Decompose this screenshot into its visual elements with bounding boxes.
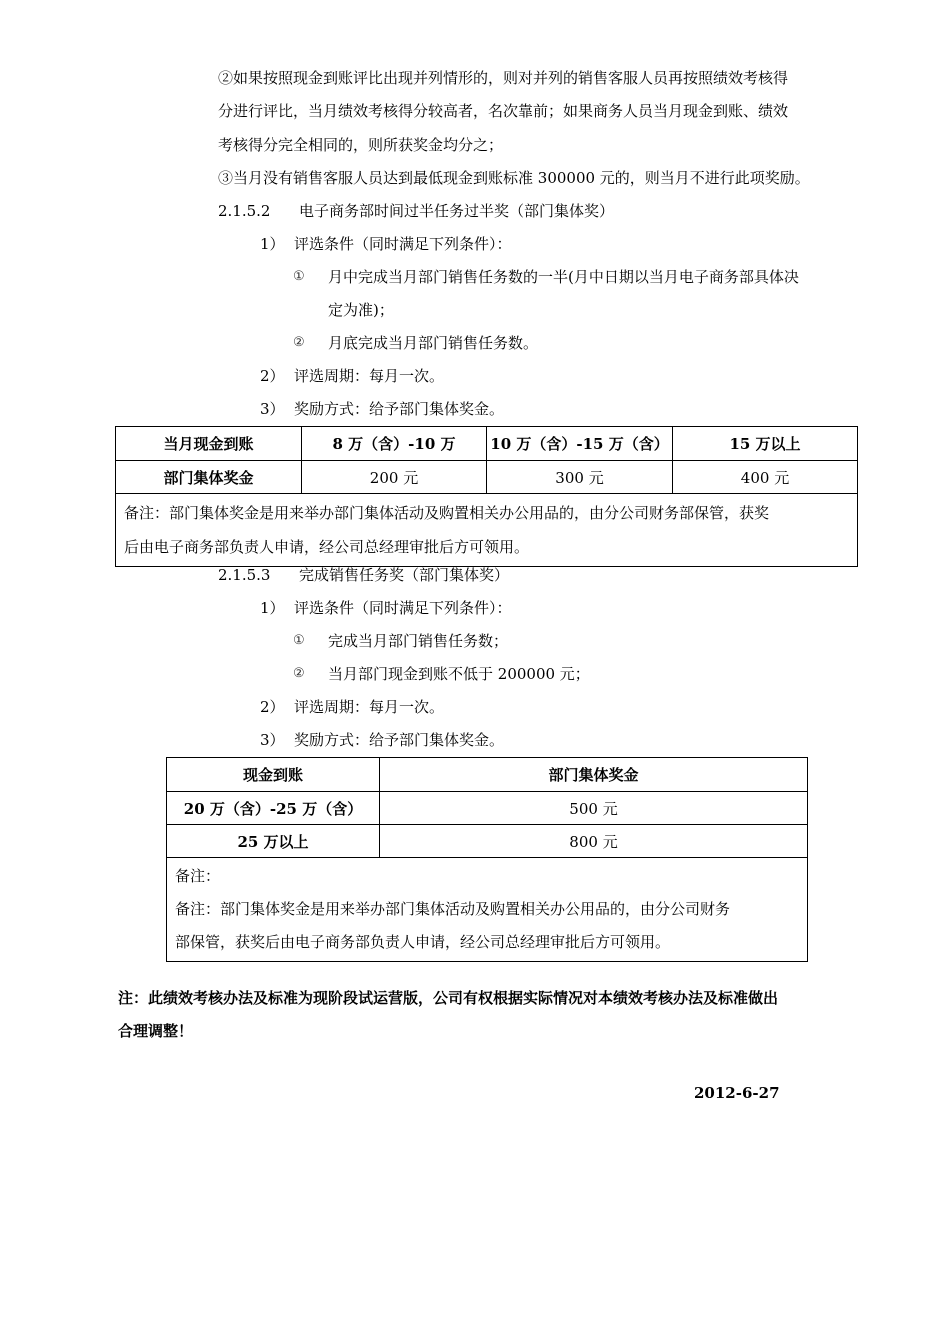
section-2153-number: 2.1.5.3 [218, 566, 271, 584]
table-header-cell: 当月现金到账 [116, 427, 302, 461]
section-2152-reward-number: 3） [260, 400, 285, 418]
table-note-line-2: 后由电子商务部负责人申请，经公司总经理审批后方可领用。 [124, 538, 530, 556]
section-2152-number: 2.1.5.2 [218, 202, 271, 220]
circled-1-icon: ① [293, 633, 305, 648]
table-cell: 400 元 [673, 461, 858, 494]
circled-1-icon: ① [293, 269, 305, 284]
circled-2-icon: ② [293, 335, 305, 350]
table-row-label: 20 万（含）-25 万（含） [167, 792, 380, 825]
table-header-cell: 10 万（含）-15 万（含） [487, 427, 673, 461]
table-cell: 200 元 [302, 461, 487, 494]
reward-table-2152 [115, 426, 858, 567]
notice-line-1: 注：此绩效考核办法及标准为现阶段试运营版，公司有权根据实际情况对本绩效考核办法及标准做出 [118, 989, 779, 1007]
table-header-cell: 部门集体奖金 [380, 758, 808, 792]
para-2-line-1: ②如果按照现金到账评比出现并列情形的，则对并列的销售客服人员再按照绩效考核得 [218, 69, 789, 87]
table-note-line-1: 备注：部门集体奖金是用来举办部门集体活动及购置相关办公用品的，由分公司财务 [175, 900, 731, 918]
table-note-cell [116, 494, 858, 567]
section-2153-period-number: 2） [260, 698, 285, 716]
table-cell: 300 元 [487, 461, 673, 494]
table-header-cell: 15 万以上 [673, 427, 858, 461]
reward-table-2153 [166, 757, 808, 962]
section-2152-cond-1-line-1: 月中完成当月部门销售任务数的一半(月中日期以当月电子商务部具体决 [328, 268, 799, 286]
section-2152-title: 电子商务部时间过半任务过半奖（部门集体奖） [299, 202, 615, 220]
section-2153-cond-number: 1） [260, 599, 285, 617]
table-header-cell: 8 万（含）-10 万 [302, 427, 487, 461]
table-note-cell [167, 858, 808, 962]
notice-line-2: 合理调整！ [118, 1022, 194, 1040]
section-2153-period: 评选周期：每月一次。 [294, 698, 445, 716]
para-2-line-3: 考核得分完全相同的，则所获奖金均分之； [218, 136, 504, 154]
table-cell: 800 元 [380, 825, 808, 858]
table-note-line-2: 部保管，获奖后由电子商务部负责人申请，经公司总经理审批后方可领用。 [175, 933, 671, 951]
section-2153-cond-2: 当月部门现金到账不低于 200000 元； [328, 665, 590, 683]
section-2153-cond-1: 完成当月部门销售任务数； [328, 632, 509, 650]
section-2152-reward: 奖励方式：给予部门集体奖金。 [294, 400, 505, 418]
table-row-label: 部门集体奖金 [116, 461, 302, 494]
para-2-line-2: 分进行评比，当月绩效考核得分较高者，名次靠前；如果商务人员当月现金到账、绩效 [218, 102, 789, 120]
table-row [167, 792, 808, 825]
section-2153-reward-number: 3） [260, 731, 285, 749]
section-2152-cond-1-line-2: 定为准)； [328, 301, 394, 319]
section-2153-title: 完成销售任务奖（部门集体奖） [299, 566, 510, 584]
table-row-label: 25 万以上 [167, 825, 380, 858]
section-2152-period: 评选周期：每月一次。 [294, 367, 445, 385]
table-cell: 500 元 [380, 792, 808, 825]
section-2152-cond-label: 评选条件（同时满足下列条件）： [294, 235, 512, 253]
circled-2-icon: ② [293, 666, 305, 681]
section-2152-cond-2: 月底完成当月部门销售任务数。 [328, 334, 539, 352]
section-2153-reward: 奖励方式：给予部门集体奖金。 [294, 731, 505, 749]
table-header-cell: 现金到账 [167, 758, 380, 792]
para-3: ③当月没有销售客服人员达到最低现金到账标准 300000 元的，则当月不进行此项奖励。 [218, 169, 810, 187]
table-row [167, 825, 808, 858]
section-2152-cond-number: 1） [260, 235, 285, 253]
table-note-title: 备注： [175, 867, 221, 885]
section-2153-cond-label: 评选条件（同时满足下列条件）： [294, 599, 512, 617]
document-date: 2012-6-27 [694, 1084, 780, 1102]
section-2152-period-number: 2） [260, 367, 285, 385]
table-note-line-1: 备注：部门集体奖金是用来举办部门集体活动及购置相关办公用品的，由分公司财务部保管，获奖 [124, 504, 770, 522]
